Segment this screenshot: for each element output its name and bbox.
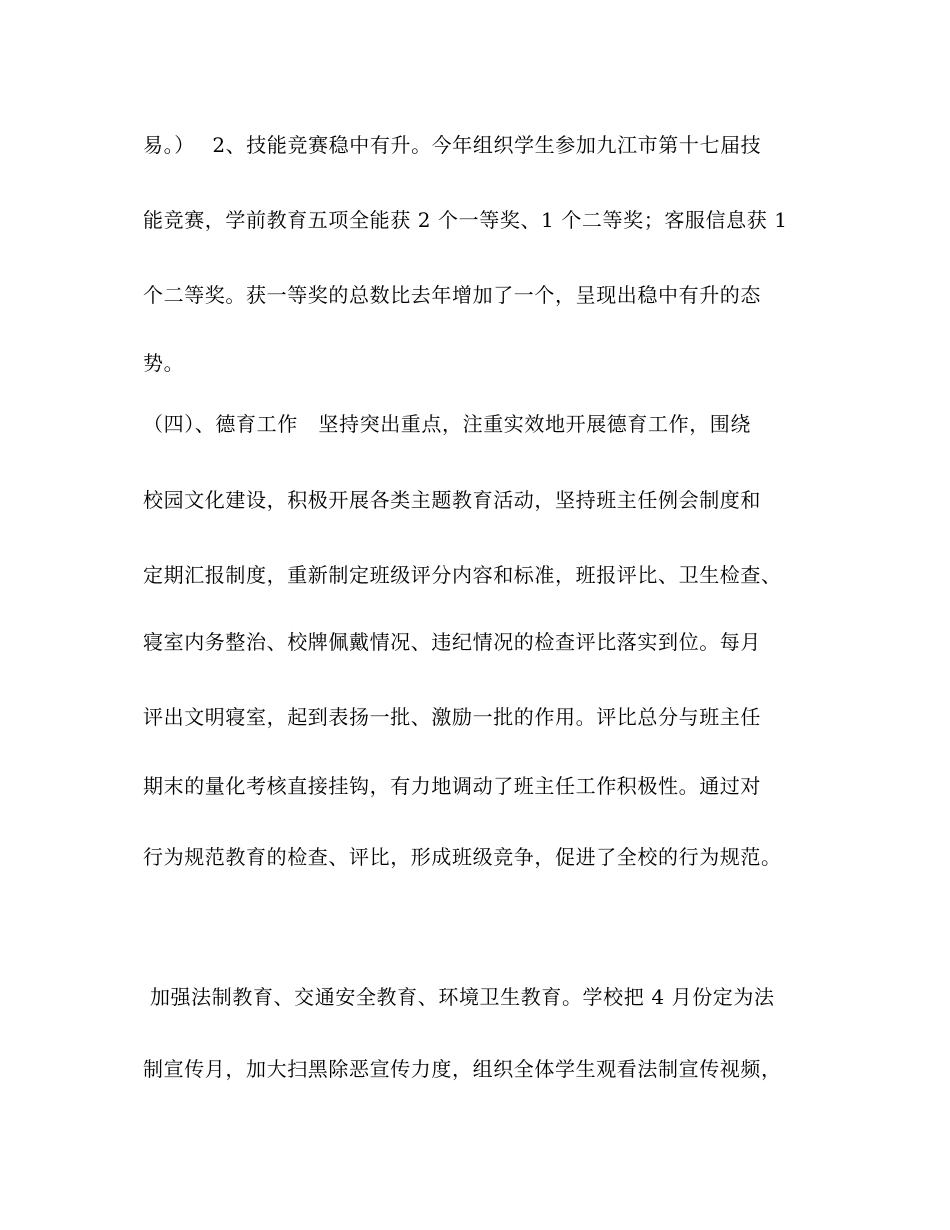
text-line: 寝室内务整治、校牌佩戴情况、违纪情况的检查评比落实到位。每月 bbox=[143, 630, 761, 654]
text-line: 期末的量化考核直接挂钩，有力地调动了班主任工作积极性。通过对 bbox=[143, 774, 761, 798]
text-line: 易。） 2、技能竞赛稳中有升。今年组织学生参加九江市第十七届技 bbox=[143, 133, 762, 157]
text-line: 评出文明寝室，起到表扬一批、激励一批的作用。评比总分与班主任 bbox=[143, 705, 761, 729]
text-line: 势。 bbox=[143, 351, 185, 375]
text-line: 能竞赛，学前教育五项全能获 2 个一等奖、1 个二等奖；客服信息获 1 bbox=[143, 208, 788, 232]
text-line: 个二等奖。获一等奖的总数比去年增加了一个，呈现出稳中有升的态 bbox=[143, 283, 761, 307]
text-line: （四）、德育工作 坚持突出重点，注重实效地开展德育工作，围绕 bbox=[143, 412, 751, 436]
text-line: 定期汇报制度，重新制定班级评分内容和标准，班报评比、卫生检查、 bbox=[143, 563, 782, 587]
text-line: 行为规范教育的检查、评比，形成班级竞争，促进了全校的行为规范。 bbox=[143, 845, 782, 869]
text-line: 加强法制教育、交通安全教育、环境卫生教育。学校把 4 月份定为法 bbox=[143, 985, 775, 1009]
text-line: 制宣传月，加大扫黑除恶宣传力度，组织全体学生观看法制宣传视频， bbox=[143, 1057, 782, 1081]
text-line: 校园文化建设，积极开展各类主题教育活动，坚持班主任例会制度和 bbox=[143, 488, 761, 512]
